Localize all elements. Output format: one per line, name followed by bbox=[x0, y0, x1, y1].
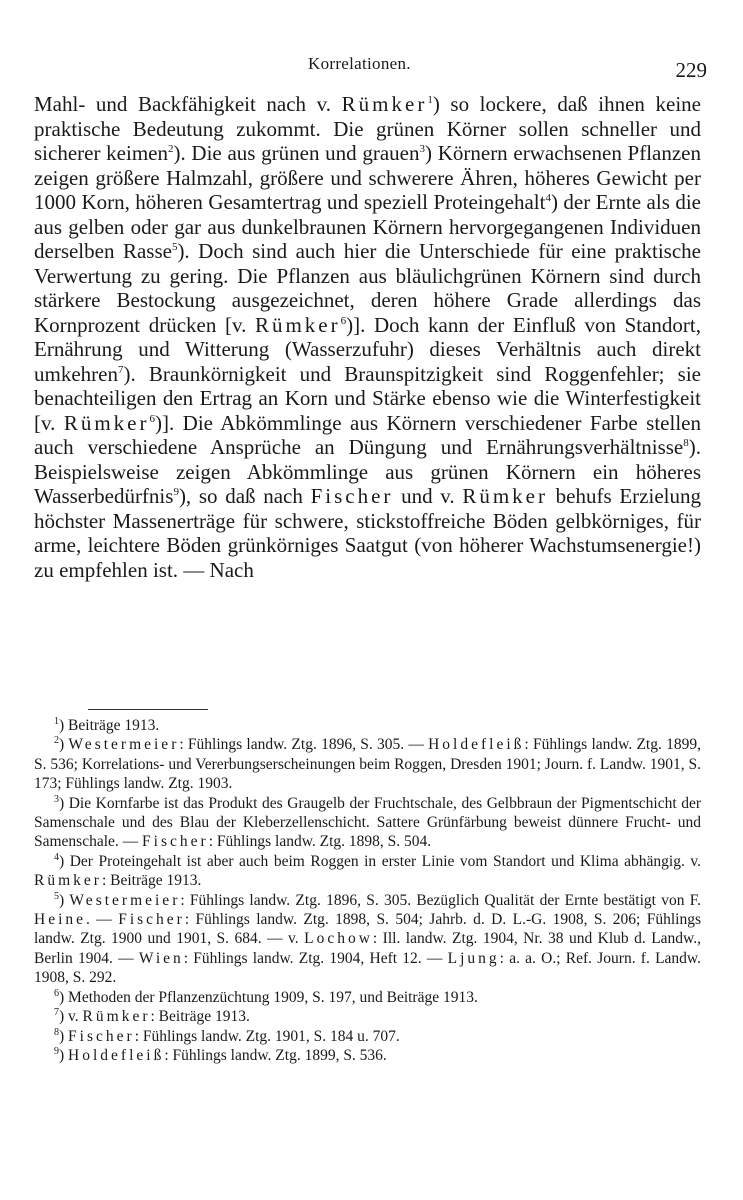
text-run: v. bbox=[68, 1008, 83, 1026]
text-run: )]. Die Abkömmlinge aus Körnern verschiedener Farbe stellen auch verschiedene Ansprüche an Düngung und Ernährungsverhältnisse bbox=[34, 410, 701, 459]
text-run: ) so lockere, daß ihnen keine praktische Bedeutung zukommt. Die grünen Körner sollen schneller und sicherer keimen bbox=[34, 92, 701, 165]
text-run: und v. bbox=[393, 484, 463, 508]
footnote-4: $^4$) Der Proteingehalt ist aber auch beim Roggen in erster Linie vom Standort und Klima abhängig. v. Rümker: Beiträge 1913. bbox=[34, 851, 701, 890]
text-run: : Fühlings landw. Ztg. 1899, S. 536; Korrelations- und Vererbungserscheinungen beim Roggen, Dresden 1901; Journ. f. Landw. 1901, S. 173; Fühlings landw. Ztg. 1903. bbox=[34, 736, 701, 793]
author-name: Westermeier bbox=[68, 736, 180, 754]
author-name: Wien bbox=[138, 949, 184, 967]
footnote-ref: 9 bbox=[173, 486, 179, 498]
footnotes bbox=[34, 716, 701, 1065]
footnote-6: $^6$) Methoden der Pflanzenzüchtung 1909, S. 197, und Beiträge 1913. bbox=[54, 987, 478, 1006]
footnote-ref: 8 bbox=[683, 437, 689, 449]
footnote-mark: 1 bbox=[54, 715, 59, 727]
footnote-mark: 5 bbox=[54, 890, 59, 902]
author-name: Fischer bbox=[118, 911, 185, 929]
footnote-1: $^1$) Beiträge 1913. bbox=[54, 715, 160, 734]
footnote-ref: 7 bbox=[117, 363, 124, 376]
author-name: Heine bbox=[34, 911, 87, 929]
text-run: Beiträge 1913. bbox=[68, 717, 160, 734]
footnote-mark: 4 bbox=[54, 851, 59, 863]
text-run: ) der Ernte als die aus gelben oder gar aus dunkelbraunen Körnern hervorgegangenen Individuen derselben Rasse bbox=[34, 190, 701, 263]
text-run: Der Proteingehalt ist aber auch beim Roggen in erster Linie vom Standort und Klima abhängig. v. bbox=[69, 852, 701, 870]
text-run: )]. Doch kann der Einfluß von Standort, Ernährung und Witterung (Wasserzufuhr) dieses Verhältnis auch direkt umkehren bbox=[34, 312, 701, 386]
page-number: 229 bbox=[675, 58, 707, 82]
text-run: : Fühlings landw. Ztg. 1901, S. 184 u. 707. bbox=[134, 1027, 400, 1045]
text-run: Die Kornfarbe ist das Produkt des Graugelb der Fruchtschale, des Gelbbraun der Pigmentschicht der Samenschale und des Blau der Kleberzellenschicht. Sattere Grünfärbung beweist dünnere Frucht- und Samenschale. — bbox=[34, 794, 701, 851]
footnote-9: $^9$) Holdefleiß: Fühlings landw. Ztg. 1899, S. 536. bbox=[54, 1045, 387, 1064]
text-run: : Fühlings landw. Ztg. 1898, S. 504; Jahrb. d. D. L.-G. 1908, S. 206; Fühlings landw. Ztg. 1900 und 1901, S. 684. — v. bbox=[34, 911, 702, 948]
text-run: ). Die aus grünen und grauen bbox=[173, 141, 420, 165]
footnote-3: $^3$) Die Kornfarbe ist das Produkt des Graugelb der Fruchtschale, des Gelbbraun der Pigmentschicht der Samenschale und des Blau der Kleberzellenschicht. Sattere Grünfärbung beweist dünnere Frucht- und Samenschale. — Fischer: Fühlings landw. Ztg. 1898, S. 504. bbox=[34, 793, 701, 851]
text-run: Mahl- und Backfähigkeit nach v. bbox=[34, 92, 342, 116]
text-run: : a. a. O.; Ref. Journ. f. Landw. 1908, S. 292. bbox=[34, 949, 701, 987]
text-run: ). Doch sind auch hier die Unterschiede für eine praktische Verwertung zu gering. Die Pflanzen aus bläulichgrünen Körnern sind durch stärkere Bestockung ausgezeichnet, deren höhere Grade allerdings das Kornprozent drücken [v. bbox=[34, 239, 701, 337]
author-name: Rümker bbox=[254, 312, 341, 337]
page-header bbox=[0, 54, 743, 84]
text-run: ). Braunkörnigkeit und Braunspitzigkeit sind Roggenfehler; sie benachteiligen den Ertrag an Korn und Stärke ebenso wie die Winterfestigkeit [v. bbox=[34, 361, 701, 435]
author-name: Rümker bbox=[341, 92, 428, 116]
main-text bbox=[34, 92, 701, 582]
author-name: Rümker bbox=[34, 872, 102, 890]
footnote-mark: 9 bbox=[54, 1045, 59, 1057]
author-name: Rümker bbox=[63, 410, 150, 435]
footnote-ref: 6 bbox=[149, 412, 155, 425]
author-name: Fischer bbox=[68, 1027, 135, 1045]
text-run: : Fühlings landw. Ztg. 1899, S. 536. bbox=[164, 1046, 387, 1064]
running-title: Korrelationen. bbox=[308, 54, 411, 73]
footnote-ref: 3 bbox=[419, 143, 426, 155]
footnote-2: $^2$) Westermeier: Fühlings landw. Ztg. 1896, S. 305. — Holdefleiß: Fühlings landw. Ztg. 1899, S. 536; Korrelations- und Vererbungserscheinungen beim Roggen, Dresden 1901; Journ. f. Landw. 1901, S. 173; Fühlings landw. Ztg. 1903. bbox=[34, 735, 701, 793]
author-name: Lochow bbox=[304, 930, 373, 948]
text-run: : Ill. landw. Ztg. 1904, Nr. 38 und Klub d. Landw., Berlin 1904. — bbox=[34, 930, 701, 967]
footnote-ref: 5 bbox=[171, 241, 178, 253]
text-run: : Beiträge 1913. bbox=[150, 1008, 250, 1026]
text-run: Methoden der Pflanzenzüchtung 1909, S. 197, und Beiträge 1913. bbox=[68, 988, 478, 1006]
footnote-mark: 2 bbox=[54, 735, 59, 747]
text-run: . — bbox=[86, 911, 119, 929]
footnote-5: $^5$) Westermeier: Fühlings landw. Ztg. 1896, S. 305. Bezüglich Qualität der Ernte bestätigt von F. Heine. — Fischer: Fühlings landw. Ztg. 1898, S. 504; Jahrb. d. D. L.-G. 1908, S. 206; Fühlings landw. Ztg. 1900 und 1901, S. 684. — v. Lochow: Ill. landw. Ztg. 1904, Nr. 38 und Klub d. Landw., Berlin 1904. — Wien: Fühlings landw. Ztg. 1904, Heft 12. — Ljung: a. a. O.; Ref. Journ. f. Landw. 1908, S. 292. bbox=[34, 890, 702, 987]
author-name: Ljung bbox=[447, 949, 500, 967]
author-name: Rümker bbox=[82, 1008, 151, 1026]
footnote-ref: 1 bbox=[427, 94, 433, 106]
author-name: Rümker bbox=[462, 484, 548, 508]
author-name: Fischer bbox=[142, 833, 209, 851]
footnote-ref: 6 bbox=[340, 314, 347, 327]
footnote-ref: 4 bbox=[545, 192, 551, 204]
footnote-mark: 8 bbox=[54, 1026, 59, 1038]
text-run: ) Körnern erwachsenen Pflanzen zeigen größere Halmzahl, größere und schwerere Ähren, höheres Gewicht per 1000 Korn, höheren Gesamtertrag und speziell Proteingehalt bbox=[34, 141, 701, 214]
author-name: Holdefleiß bbox=[68, 1046, 165, 1064]
author-name: Holdefleiß bbox=[428, 736, 525, 754]
footnote-8: $^8$) Fischer: Fühlings landw. Ztg. 1901, S. 184 u. 707. bbox=[54, 1026, 400, 1045]
text-run: ). Beispielsweise zeigen Abkömmlinge aus grünen Körnern ein höheres Wasserbedürfnis bbox=[34, 435, 701, 508]
text-run: : Fühlings landw. Ztg. 1898, S. 504. bbox=[208, 833, 432, 851]
text-run: : Fühlings landw. Ztg. 1896, S. 305. — bbox=[179, 736, 429, 754]
footnote-mark: 3 bbox=[54, 793, 59, 805]
footnote-mark: 7 bbox=[54, 1006, 59, 1018]
footnote-7: $^7$) v. Rümker: Beiträge 1913. bbox=[54, 1006, 250, 1026]
footnote-mark: 6 bbox=[54, 987, 59, 999]
text-run: : Fühlings landw. Ztg. 1904, Heft 12. — bbox=[183, 949, 448, 967]
text-run: : Fühlings landw. Ztg. 1896, S. 305. Bezüglich Qualität der Ernte bestätigt von F. bbox=[180, 891, 701, 909]
text-run: : Beiträge 1913. bbox=[101, 872, 202, 890]
text-run: behufs Erzielung höchster Massenerträge für schwere, stickstoffreiche Böden gelbkörniges, für arme, leichtere Böden grünkörniges Saatgut (von höherer Wachstumsenergie!) zu empfehlen ist. — Nach bbox=[34, 484, 701, 582]
author-name: Fischer bbox=[310, 484, 394, 508]
footnote-divider bbox=[88, 709, 208, 710]
footnote-ref: 2 bbox=[167, 143, 174, 155]
text-run: ), so daß nach bbox=[178, 484, 311, 508]
body-paragraph bbox=[34, 92, 701, 582]
author-name: Westermeier bbox=[69, 891, 181, 909]
